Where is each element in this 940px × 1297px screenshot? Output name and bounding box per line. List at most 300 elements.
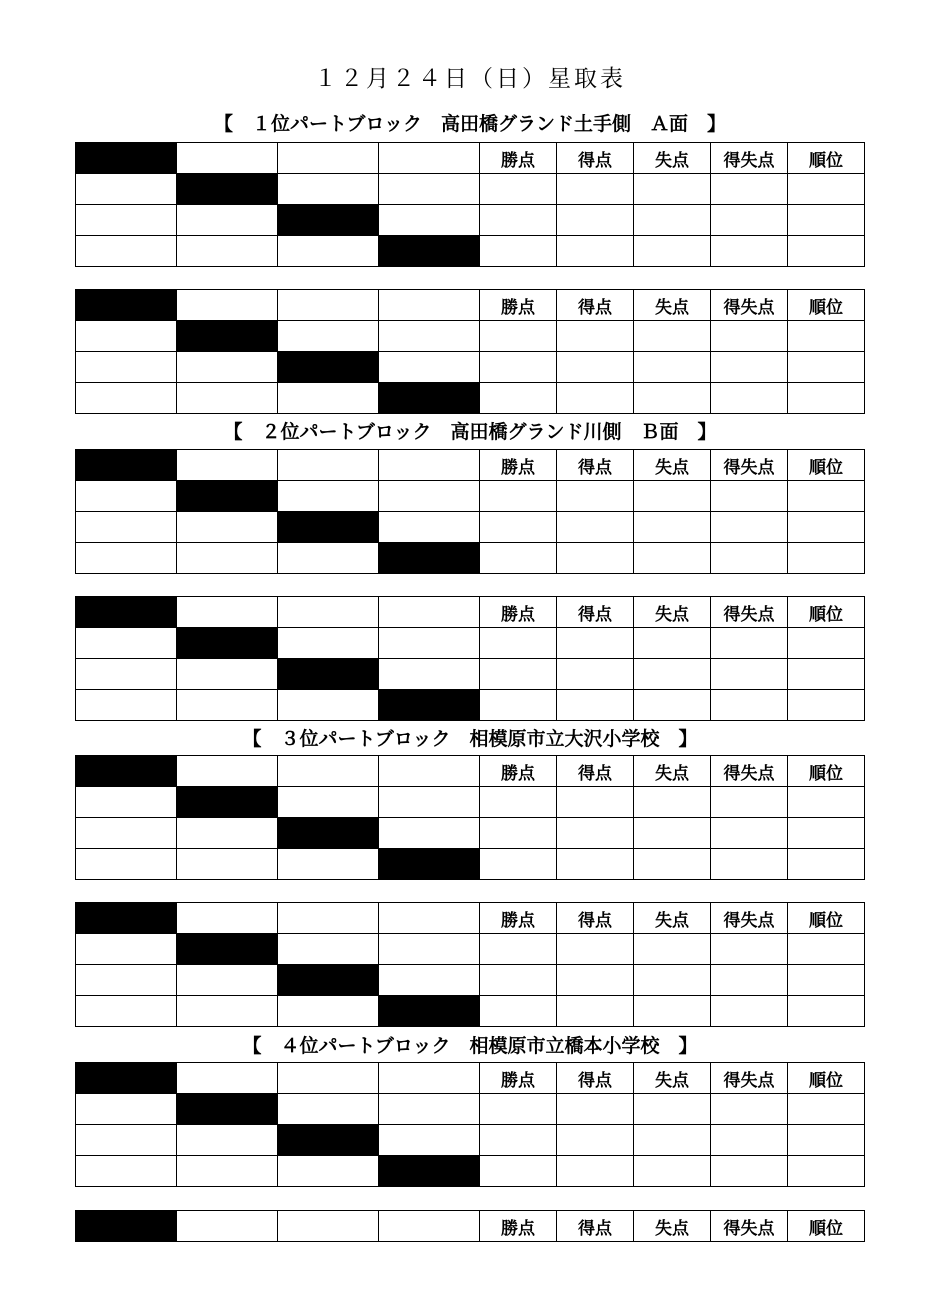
stat-header-cell: 得失点 <box>711 143 788 174</box>
match-cell <box>379 512 480 543</box>
stat-cell <box>480 818 557 849</box>
match-cell <box>177 849 278 880</box>
match-cell <box>278 756 379 787</box>
stat-header-cell: 得点 <box>557 143 634 174</box>
stat-cell <box>711 1125 788 1156</box>
match-cell <box>76 481 177 512</box>
stat-cell <box>634 512 711 543</box>
match-cell <box>379 352 480 383</box>
stat-cell <box>480 352 557 383</box>
stat-cell <box>634 628 711 659</box>
grid-row <box>76 321 865 352</box>
stat-cell <box>557 205 634 236</box>
stat-header-cell: 順位 <box>788 1063 865 1094</box>
stat-header-cell: 得点 <box>557 290 634 321</box>
stat-cell <box>480 1125 557 1156</box>
stat-cell <box>480 628 557 659</box>
match-cell <box>379 450 480 481</box>
grid-row <box>76 996 865 1027</box>
diagonal-blocked-cell <box>278 205 379 236</box>
match-cell <box>177 996 278 1027</box>
stat-cell <box>711 818 788 849</box>
match-cell <box>76 965 177 996</box>
match-cell <box>379 628 480 659</box>
diagonal-blocked-cell <box>278 1125 379 1156</box>
stat-cell <box>557 1125 634 1156</box>
block-heading-2: 【 ２位パートブロック 高田橋グランド川側 Ｂ面 】 <box>223 421 717 443</box>
stat-header-cell: 失点 <box>634 597 711 628</box>
match-cell <box>177 690 278 721</box>
match-cell <box>177 290 278 321</box>
stat-cell <box>557 352 634 383</box>
stat-cell <box>557 628 634 659</box>
stat-cell <box>557 965 634 996</box>
match-cell <box>76 321 177 352</box>
stat-cell <box>788 174 865 205</box>
grid-row <box>76 1211 865 1242</box>
standings-grid <box>75 142 865 267</box>
diagonal-blocked-cell <box>76 290 177 321</box>
stat-cell <box>711 934 788 965</box>
stat-cell <box>711 849 788 880</box>
grid-row <box>76 174 865 205</box>
match-cell <box>278 597 379 628</box>
stat-header-cell: 得点 <box>557 1063 634 1094</box>
grid-row <box>76 597 865 628</box>
stat-cell <box>711 965 788 996</box>
match-cell <box>278 143 379 174</box>
stat-cell <box>634 205 711 236</box>
match-cell <box>76 543 177 574</box>
grid-row <box>76 849 865 880</box>
stat-cell <box>788 383 865 414</box>
diagonal-blocked-cell <box>177 1094 278 1125</box>
match-cell <box>379 965 480 996</box>
match-cell <box>379 290 480 321</box>
match-cell <box>379 903 480 934</box>
diagonal-blocked-cell <box>177 787 278 818</box>
block-heading-3: 【 ３位パートブロック 相模原市立大沢小学校 】 <box>242 728 698 750</box>
stat-header-cell: 得失点 <box>711 450 788 481</box>
stat-cell <box>634 481 711 512</box>
diagonal-blocked-cell <box>379 1156 480 1187</box>
match-cell <box>278 450 379 481</box>
diagonal-blocked-cell <box>76 450 177 481</box>
stat-header-cell: 勝点 <box>480 1063 557 1094</box>
stat-cell <box>788 1125 865 1156</box>
stat-cell <box>711 628 788 659</box>
stat-cell <box>711 352 788 383</box>
match-cell <box>278 236 379 267</box>
stat-cell <box>557 659 634 690</box>
match-cell <box>278 849 379 880</box>
stat-cell <box>788 1156 865 1187</box>
stat-cell <box>557 543 634 574</box>
match-cell <box>177 143 278 174</box>
match-cell <box>379 321 480 352</box>
stat-header-cell: 勝点 <box>480 143 557 174</box>
stat-cell <box>711 787 788 818</box>
grid-row <box>76 290 865 321</box>
diagonal-blocked-cell <box>76 597 177 628</box>
stat-cell <box>634 690 711 721</box>
grid-row <box>76 965 865 996</box>
stat-cell <box>480 543 557 574</box>
diagonal-blocked-cell <box>278 965 379 996</box>
match-cell <box>379 481 480 512</box>
stat-cell <box>788 1094 865 1125</box>
stat-header-cell: 順位 <box>788 756 865 787</box>
stat-cell <box>480 383 557 414</box>
match-cell <box>278 690 379 721</box>
stat-cell <box>557 849 634 880</box>
stat-cell <box>634 543 711 574</box>
stat-cell <box>711 383 788 414</box>
stat-cell <box>634 1094 711 1125</box>
stat-header-cell: 得点 <box>557 450 634 481</box>
stat-cell <box>557 818 634 849</box>
stat-cell <box>480 512 557 543</box>
stat-cell <box>711 996 788 1027</box>
match-cell <box>177 1211 278 1242</box>
stat-header-cell: 失点 <box>634 1063 711 1094</box>
stat-cell <box>557 383 634 414</box>
match-cell <box>76 934 177 965</box>
stat-header-cell: 得失点 <box>711 290 788 321</box>
stat-cell <box>634 174 711 205</box>
grid-row <box>76 628 865 659</box>
match-cell <box>177 512 278 543</box>
stat-cell <box>634 321 711 352</box>
match-cell <box>379 1094 480 1125</box>
stat-cell <box>711 659 788 690</box>
diagonal-blocked-cell <box>76 903 177 934</box>
match-cell <box>177 1156 278 1187</box>
match-cell <box>278 1211 379 1242</box>
stat-cell <box>788 934 865 965</box>
match-cell <box>177 1125 278 1156</box>
stat-cell <box>634 1156 711 1187</box>
stat-cell <box>480 321 557 352</box>
stat-cell <box>788 818 865 849</box>
stat-cell <box>480 659 557 690</box>
page-title: １２月２４日（日）星取表 <box>314 66 626 92</box>
grid-row <box>76 383 865 414</box>
stat-cell <box>557 690 634 721</box>
stat-cell <box>634 352 711 383</box>
stat-cell <box>480 996 557 1027</box>
match-cell <box>76 383 177 414</box>
stat-cell <box>480 205 557 236</box>
match-cell <box>379 818 480 849</box>
stat-header-cell: 失点 <box>634 143 711 174</box>
standings-grid <box>75 1210 865 1242</box>
stat-cell <box>634 965 711 996</box>
grid-row <box>76 481 865 512</box>
stat-cell <box>711 1156 788 1187</box>
stat-cell <box>557 512 634 543</box>
match-cell <box>177 659 278 690</box>
stat-header-cell: 得失点 <box>711 597 788 628</box>
match-cell <box>379 659 480 690</box>
diagonal-blocked-cell <box>278 352 379 383</box>
stat-cell <box>634 934 711 965</box>
match-cell <box>76 1156 177 1187</box>
match-cell <box>379 1063 480 1094</box>
match-cell <box>278 903 379 934</box>
stat-header-cell: 失点 <box>634 290 711 321</box>
stat-cell <box>711 512 788 543</box>
stat-header-cell: 順位 <box>788 903 865 934</box>
stat-cell <box>711 236 788 267</box>
match-cell <box>76 818 177 849</box>
stat-cell <box>557 1094 634 1125</box>
match-cell <box>379 934 480 965</box>
match-cell <box>76 628 177 659</box>
diagonal-blocked-cell <box>76 1063 177 1094</box>
diagonal-blocked-cell <box>177 174 278 205</box>
stat-cell <box>480 174 557 205</box>
match-cell <box>379 756 480 787</box>
diagonal-blocked-cell <box>379 543 480 574</box>
stat-header-cell: 勝点 <box>480 597 557 628</box>
stat-header-cell: 順位 <box>788 143 865 174</box>
grid-row <box>76 756 865 787</box>
match-cell <box>379 1211 480 1242</box>
stat-header-cell: 順位 <box>788 597 865 628</box>
match-cell <box>278 787 379 818</box>
stat-cell <box>480 787 557 818</box>
stat-header-cell: 失点 <box>634 903 711 934</box>
grid-row <box>76 543 865 574</box>
diagonal-blocked-cell <box>76 1211 177 1242</box>
stat-header-cell: 得点 <box>557 1211 634 1242</box>
grid-row <box>76 352 865 383</box>
stat-cell <box>557 787 634 818</box>
match-cell <box>379 143 480 174</box>
block-heading-4: 【 ４位パートブロック 相模原市立橋本小学校 】 <box>242 1035 698 1057</box>
match-cell <box>76 352 177 383</box>
stat-cell <box>480 236 557 267</box>
stat-cell <box>557 1156 634 1187</box>
match-cell <box>278 290 379 321</box>
stat-cell <box>480 481 557 512</box>
diagonal-blocked-cell <box>379 849 480 880</box>
stat-cell <box>480 690 557 721</box>
stat-cell <box>788 849 865 880</box>
grid-row <box>76 1063 865 1094</box>
stat-cell <box>711 690 788 721</box>
diagonal-blocked-cell <box>278 512 379 543</box>
stat-cell <box>480 1156 557 1187</box>
stat-cell <box>480 934 557 965</box>
stat-cell <box>711 481 788 512</box>
stat-cell <box>788 543 865 574</box>
stat-cell <box>711 174 788 205</box>
stat-cell <box>557 481 634 512</box>
match-cell <box>76 996 177 1027</box>
stat-header-cell: 得点 <box>557 597 634 628</box>
standings-grid <box>75 449 865 574</box>
stat-cell <box>634 236 711 267</box>
match-cell <box>278 1063 379 1094</box>
standings-grid <box>75 1062 865 1187</box>
grid-row <box>76 787 865 818</box>
match-cell <box>278 383 379 414</box>
diagonal-blocked-cell <box>278 659 379 690</box>
match-cell <box>278 174 379 205</box>
stat-header-cell: 勝点 <box>480 1211 557 1242</box>
stat-cell <box>788 690 865 721</box>
diagonal-blocked-cell <box>278 818 379 849</box>
stat-header-cell: 得失点 <box>711 1063 788 1094</box>
stat-cell <box>480 849 557 880</box>
match-cell <box>278 543 379 574</box>
match-cell <box>177 597 278 628</box>
stat-cell <box>634 787 711 818</box>
grid-row <box>76 690 865 721</box>
stat-header-cell: 勝点 <box>480 903 557 934</box>
match-cell <box>177 1063 278 1094</box>
match-cell <box>379 787 480 818</box>
match-cell <box>177 383 278 414</box>
stat-header-cell: 得失点 <box>711 1211 788 1242</box>
block-heading-1: 【 １位パートブロック 高田橋グランド土手側 Ａ面 】 <box>213 113 727 135</box>
match-cell <box>76 849 177 880</box>
grid-row <box>76 903 865 934</box>
grid-row <box>76 1094 865 1125</box>
match-cell <box>76 236 177 267</box>
match-cell <box>278 628 379 659</box>
stat-cell <box>634 1125 711 1156</box>
match-cell <box>379 597 480 628</box>
diagonal-blocked-cell <box>379 690 480 721</box>
stat-cell <box>788 321 865 352</box>
match-cell <box>76 1125 177 1156</box>
stat-cell <box>788 996 865 1027</box>
match-cell <box>76 659 177 690</box>
diagonal-blocked-cell <box>177 934 278 965</box>
stat-header-cell: 得失点 <box>711 903 788 934</box>
stat-cell <box>788 787 865 818</box>
stat-cell <box>788 965 865 996</box>
standings-grid <box>75 596 865 721</box>
stat-cell <box>788 512 865 543</box>
match-cell <box>379 1125 480 1156</box>
grid-row <box>76 512 865 543</box>
stat-cell <box>634 818 711 849</box>
match-cell <box>177 903 278 934</box>
grid-row <box>76 1125 865 1156</box>
match-cell <box>379 174 480 205</box>
stat-cell <box>557 996 634 1027</box>
stat-cell <box>557 236 634 267</box>
stat-cell <box>557 321 634 352</box>
grid-row <box>76 450 865 481</box>
stat-cell <box>788 628 865 659</box>
diagonal-blocked-cell <box>177 321 278 352</box>
diagonal-blocked-cell <box>76 143 177 174</box>
diagonal-blocked-cell <box>177 628 278 659</box>
grid-row <box>76 934 865 965</box>
stat-header-cell: 順位 <box>788 290 865 321</box>
stat-cell <box>480 1094 557 1125</box>
match-cell <box>177 818 278 849</box>
stat-cell <box>634 849 711 880</box>
stat-header-cell: 順位 <box>788 450 865 481</box>
stat-header-cell: 失点 <box>634 450 711 481</box>
match-cell <box>278 996 379 1027</box>
match-cell <box>177 450 278 481</box>
standings-grid <box>75 289 865 414</box>
match-cell <box>76 787 177 818</box>
match-cell <box>278 934 379 965</box>
stat-cell <box>711 205 788 236</box>
grid-row <box>76 659 865 690</box>
stat-cell <box>480 965 557 996</box>
stat-cell <box>711 1094 788 1125</box>
diagonal-blocked-cell <box>379 996 480 1027</box>
stat-header-cell: 勝点 <box>480 450 557 481</box>
match-cell <box>76 174 177 205</box>
match-cell <box>177 352 278 383</box>
stat-cell <box>711 543 788 574</box>
match-cell <box>177 756 278 787</box>
grid-row <box>76 143 865 174</box>
match-cell <box>379 205 480 236</box>
stat-cell <box>711 321 788 352</box>
match-cell <box>278 1156 379 1187</box>
match-cell <box>76 690 177 721</box>
match-cell <box>177 543 278 574</box>
stat-header-cell: 勝点 <box>480 290 557 321</box>
stat-header-cell: 得点 <box>557 903 634 934</box>
match-cell <box>76 205 177 236</box>
match-cell <box>177 965 278 996</box>
match-cell <box>278 321 379 352</box>
stat-cell <box>788 352 865 383</box>
stat-cell <box>634 383 711 414</box>
stat-header-cell: 得点 <box>557 756 634 787</box>
standings-grid <box>75 902 865 1027</box>
diagonal-blocked-cell <box>379 383 480 414</box>
diagonal-blocked-cell <box>379 236 480 267</box>
match-cell <box>177 236 278 267</box>
stat-cell <box>557 174 634 205</box>
stat-cell <box>557 934 634 965</box>
stat-header-cell: 失点 <box>634 1211 711 1242</box>
match-cell <box>76 1094 177 1125</box>
stat-cell <box>788 481 865 512</box>
grid-row <box>76 818 865 849</box>
stat-header-cell: 勝点 <box>480 756 557 787</box>
match-cell <box>76 512 177 543</box>
diagonal-blocked-cell <box>177 481 278 512</box>
diagonal-blocked-cell <box>76 756 177 787</box>
stat-cell <box>634 996 711 1027</box>
stat-header-cell: 失点 <box>634 756 711 787</box>
standings-grid <box>75 755 865 880</box>
match-cell <box>278 1094 379 1125</box>
stat-header-cell: 得失点 <box>711 756 788 787</box>
stat-header-cell: 順位 <box>788 1211 865 1242</box>
grid-row <box>76 1156 865 1187</box>
stat-cell <box>788 659 865 690</box>
match-cell <box>278 481 379 512</box>
grid-row <box>76 205 865 236</box>
stat-cell <box>634 659 711 690</box>
stat-cell <box>788 236 865 267</box>
